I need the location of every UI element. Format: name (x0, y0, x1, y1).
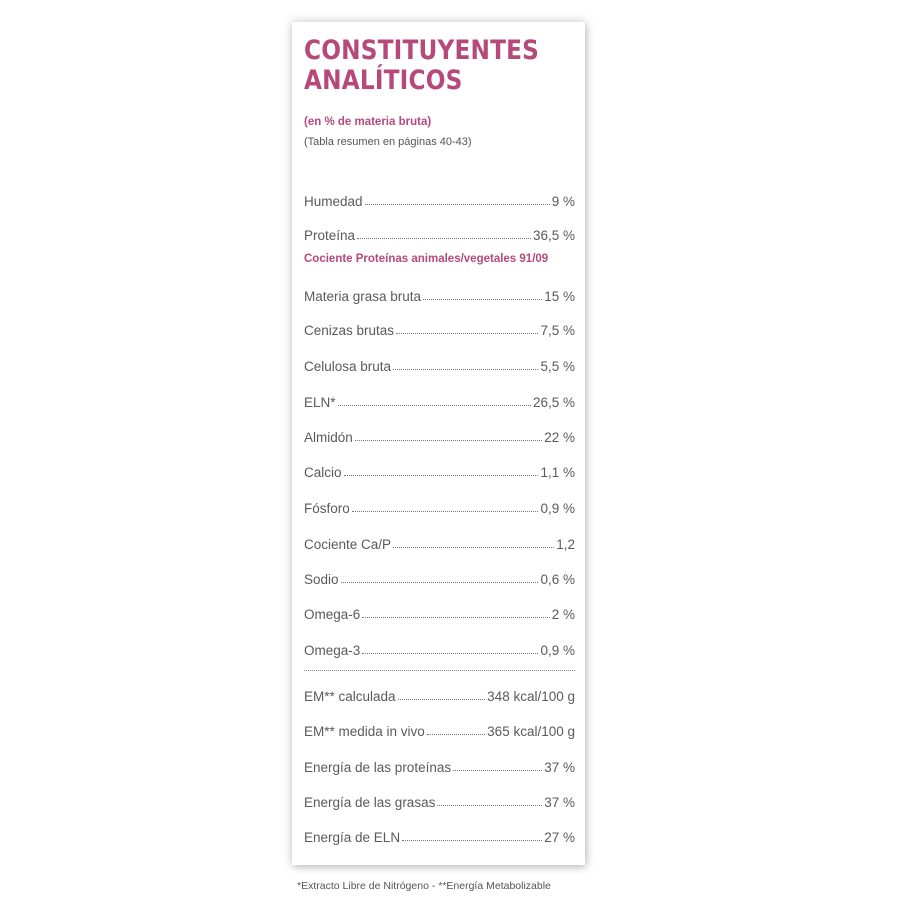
row-label: Energía de las grasas (304, 795, 436, 810)
row-label: Proteína (304, 228, 356, 243)
row-label: Cenizas brutas (304, 323, 395, 338)
dot-leader (344, 475, 539, 476)
row-proteina (304, 223, 575, 243)
row-label: Materia grasa bruta (304, 289, 422, 304)
dot-leader (437, 805, 542, 806)
row-value: 2 % (551, 607, 575, 622)
row-energia-proteinas (304, 755, 575, 775)
row-label: ELN* (304, 395, 336, 410)
row-value: 365 kcal/100 g (487, 724, 575, 739)
row-value: 1,2 (556, 537, 575, 552)
footnote: *Extracto Libre de Nitrógeno - **Energía Metabolizable (297, 880, 551, 892)
row-label: Calcio (304, 465, 342, 480)
row-label: Celulosa bruta (304, 359, 392, 374)
row-label: EM** medida in vivo (304, 724, 425, 739)
title-line-2: ANALÍTICOS (304, 65, 463, 96)
protein-ratio-note: Cociente Proteínas animales/vegetales 91/09 (304, 253, 549, 265)
row-value: 22 % (544, 430, 575, 445)
row-value: 9 % (551, 194, 575, 209)
row-label: Cociente Ca/P (304, 537, 392, 552)
row-fosforo (304, 496, 575, 516)
row-value: 5,5 % (540, 359, 575, 374)
row-value: 0,9 % (540, 501, 575, 516)
row-em-calculada (304, 684, 575, 704)
dot-leader (402, 840, 542, 841)
dot-leader (453, 770, 542, 771)
row-value: 0,6 % (540, 572, 575, 587)
row-label: Humedad (304, 194, 363, 209)
row-energia-eln (304, 825, 575, 845)
row-celulosa (304, 354, 575, 374)
row-label: Almidón (304, 430, 353, 445)
title-line-1: CONSTITUYENTES (304, 35, 540, 66)
dot-leader (398, 699, 486, 700)
row-sodio (304, 567, 575, 587)
row-label: Energía de ELN (304, 830, 401, 845)
row-em-medida (304, 719, 575, 739)
dot-leader (341, 582, 539, 583)
row-calcio (304, 460, 575, 480)
row-label: Omega-3 (304, 643, 361, 658)
dot-leader (423, 299, 542, 300)
row-cociente-cap (304, 532, 575, 552)
row-value: 37 % (544, 795, 575, 810)
row-value: 15 % (544, 289, 575, 304)
row-value: 27 % (544, 830, 575, 845)
row-energia-grasas (304, 790, 575, 810)
row-humedad (304, 189, 575, 209)
dot-leader (338, 405, 531, 406)
section-divider (304, 670, 575, 671)
row-label: Fósforo (304, 501, 350, 516)
row-omega-3 (304, 638, 575, 658)
dot-leader (355, 440, 542, 441)
dot-leader (365, 204, 550, 205)
row-label: EM** calculada (304, 689, 396, 704)
row-value: 37 % (544, 760, 575, 775)
dot-leader (362, 617, 549, 618)
subtitle: (en % de materia bruta) (304, 116, 432, 128)
dot-leader (427, 734, 485, 735)
row-label: Omega-6 (304, 607, 361, 622)
dot-leader (352, 511, 539, 512)
row-label: Energía de las proteínas (304, 760, 452, 775)
row-value: 348 kcal/100 g (487, 689, 575, 704)
row-materia-grasa (304, 284, 575, 304)
summary-note: (Tabla resumen en páginas 40-43) (304, 136, 472, 148)
dot-leader (396, 333, 538, 334)
row-label: Sodio (304, 572, 339, 587)
dot-leader (362, 653, 538, 654)
section-title (304, 36, 539, 96)
row-value: 1,1 % (540, 465, 575, 480)
row-almidon (304, 425, 575, 445)
row-value: 36,5 % (532, 228, 575, 243)
dot-leader (357, 238, 531, 239)
row-value: 0,9 % (540, 643, 575, 658)
row-value: 7,5 % (540, 323, 575, 338)
row-omega-6 (304, 602, 575, 622)
row-value: 26,5 % (532, 395, 575, 410)
row-eln (304, 390, 575, 410)
dot-leader (393, 369, 538, 370)
dot-leader (393, 547, 554, 548)
row-cenizas (304, 318, 575, 338)
